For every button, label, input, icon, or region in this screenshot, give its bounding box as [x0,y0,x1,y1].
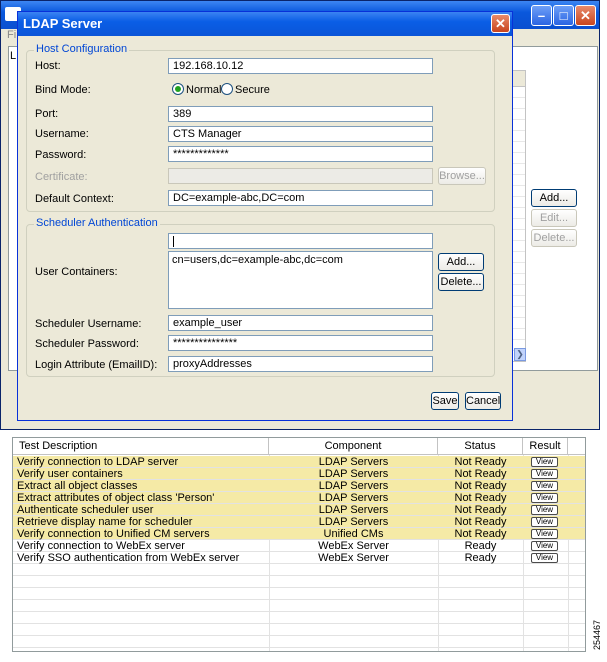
cell-component: LDAP Servers [318,492,389,504]
container-input[interactable] [168,233,433,249]
bind-normal-radio[interactable] [172,83,184,95]
cell-status: Not Ready [454,468,507,480]
view-result-button[interactable]: View [531,517,558,527]
cell-description: Verify SSO authentication from WebEx server [17,552,240,564]
table-row[interactable] [13,516,585,528]
list-edit-button[interactable]: Edit... [531,209,577,227]
scheduler-username-label: Scheduler Username: [35,318,142,330]
table-row[interactable] [13,492,585,504]
maximize-icon[interactable]: □ [553,5,574,26]
bind-secure-radio[interactable] [221,83,233,95]
host-input[interactable]: 192.168.10.12 [168,58,433,74]
cell-component: WebEx Server [318,540,389,552]
view-result-button[interactable]: View [531,493,558,503]
table-row[interactable] [13,468,585,480]
bind-mode-label: Bind Mode: [35,84,91,96]
cell-description: Authenticate scheduler user [17,504,154,516]
cell-description: Extract all object classes [17,480,138,492]
ldap-server-dialog [17,11,513,421]
port-label: Port: [35,108,59,120]
port-input[interactable]: 389 [168,106,433,122]
col-header-status[interactable]: Status [438,438,523,455]
test-results-table [12,437,586,652]
scheduler-auth-title: Scheduler Authentication [36,217,158,229]
cell-component: Unified CMs [323,528,384,540]
table-row[interactable] [13,588,585,600]
cell-status: Not Ready [454,528,507,540]
user-containers-label: User Containers: [35,266,118,278]
table-row[interactable] [13,480,585,492]
text-cursor [173,236,174,247]
cell-status: Not Ready [454,492,507,504]
container-delete-button[interactable]: Delete... [438,273,484,291]
scroll-right-icon[interactable]: ❯ [514,348,526,361]
list-delete-button[interactable]: Delete... [531,229,577,247]
login-attribute-label: Login Attribute (EmailID): [35,359,158,371]
dialog-title: LDAP Server [18,12,512,36]
cell-status: Not Ready [454,504,507,516]
username-label: Username: [35,128,89,140]
table-row[interactable] [13,528,585,540]
password-label: Password: [35,149,87,161]
cell-description: Verify connection to LDAP server [17,456,179,468]
main-tab[interactable]: L [10,50,17,62]
table-row[interactable] [13,612,585,624]
table-row[interactable] [13,564,585,576]
view-result-button[interactable]: View [531,469,558,479]
certificate-label: Certificate: [35,171,88,183]
table-row[interactable] [13,576,585,588]
login-attribute-input[interactable]: proxyAddresses [168,356,433,372]
table-row[interactable] [13,504,585,516]
cell-description: Verify connection to WebEx server [17,540,185,552]
figure-id: 254467 [592,619,602,650]
view-result-button[interactable]: View [531,541,558,551]
table-row[interactable] [13,456,585,468]
username-input[interactable]: CTS Manager [168,126,433,142]
cell-status: Not Ready [454,480,507,492]
cell-status: Not Ready [454,456,507,468]
menu-file[interactable]: Fi [7,29,17,41]
cell-component: LDAP Servers [318,456,389,468]
cell-component: WebEx Server [318,552,389,564]
cell-component: LDAP Servers [318,516,389,528]
col-header-description[interactable]: Test Description [13,438,269,455]
table-row[interactable] [13,624,585,636]
view-result-button[interactable]: View [531,529,558,539]
cell-status: Not Ready [454,516,507,528]
host-label: Host: [35,60,61,72]
view-result-button[interactable]: View [531,481,558,491]
cell-description: Verify connection to Unified CM servers [17,528,210,540]
container-add-button[interactable]: Add... [438,253,484,271]
table-header [13,438,585,455]
scheduler-password-input[interactable]: *************** [168,335,433,351]
table-row[interactable] [13,552,585,564]
cell-component: LDAP Servers [318,468,389,480]
bind-normal-label[interactable]: Normal [186,84,222,96]
save-button[interactable]: Save [431,392,459,410]
cell-component: LDAP Servers [318,480,389,492]
view-result-button[interactable]: View [531,505,558,515]
user-containers-list[interactable] [168,251,433,309]
main-close-icon[interactable]: ✕ [575,5,596,26]
bind-secure-label[interactable]: Secure [235,84,270,96]
host-config-title: Host Configuration [36,43,128,55]
table-row[interactable] [13,540,585,552]
table-row[interactable] [13,636,585,648]
col-header-component[interactable]: Component [269,438,438,455]
default-context-label: Default Context: [35,193,114,205]
cell-description: Extract attributes of object class 'Person' [17,492,215,504]
browse-button[interactable]: Browse... [438,167,486,185]
list-add-button[interactable]: Add... [531,189,577,207]
view-result-button[interactable]: View [531,457,558,467]
cell-status: Ready [464,552,497,564]
server-list [512,70,526,362]
password-input[interactable]: ************* [168,146,433,162]
cancel-button[interactable]: Cancel [465,392,501,410]
dialog-close-icon[interactable]: ✕ [491,14,510,33]
container-item[interactable]: cn=users,dc=example-abc,dc=com [172,254,343,266]
cell-status: Ready [464,540,497,552]
default-context-input[interactable]: DC=example-abc,DC=com [168,190,433,206]
minimize-icon[interactable]: – [531,5,552,26]
cell-description: Verify user containers [17,468,123,480]
col-header-result[interactable]: Result [523,438,568,455]
view-result-button[interactable]: View [531,553,558,563]
certificate-input[interactable] [168,168,433,184]
cell-component: LDAP Servers [318,504,389,516]
table-row[interactable] [13,600,585,612]
cell-description: Retrieve display name for scheduler [17,516,193,528]
scheduler-password-label: Scheduler Password: [35,338,139,350]
scheduler-username-input[interactable]: example_user [168,315,433,331]
